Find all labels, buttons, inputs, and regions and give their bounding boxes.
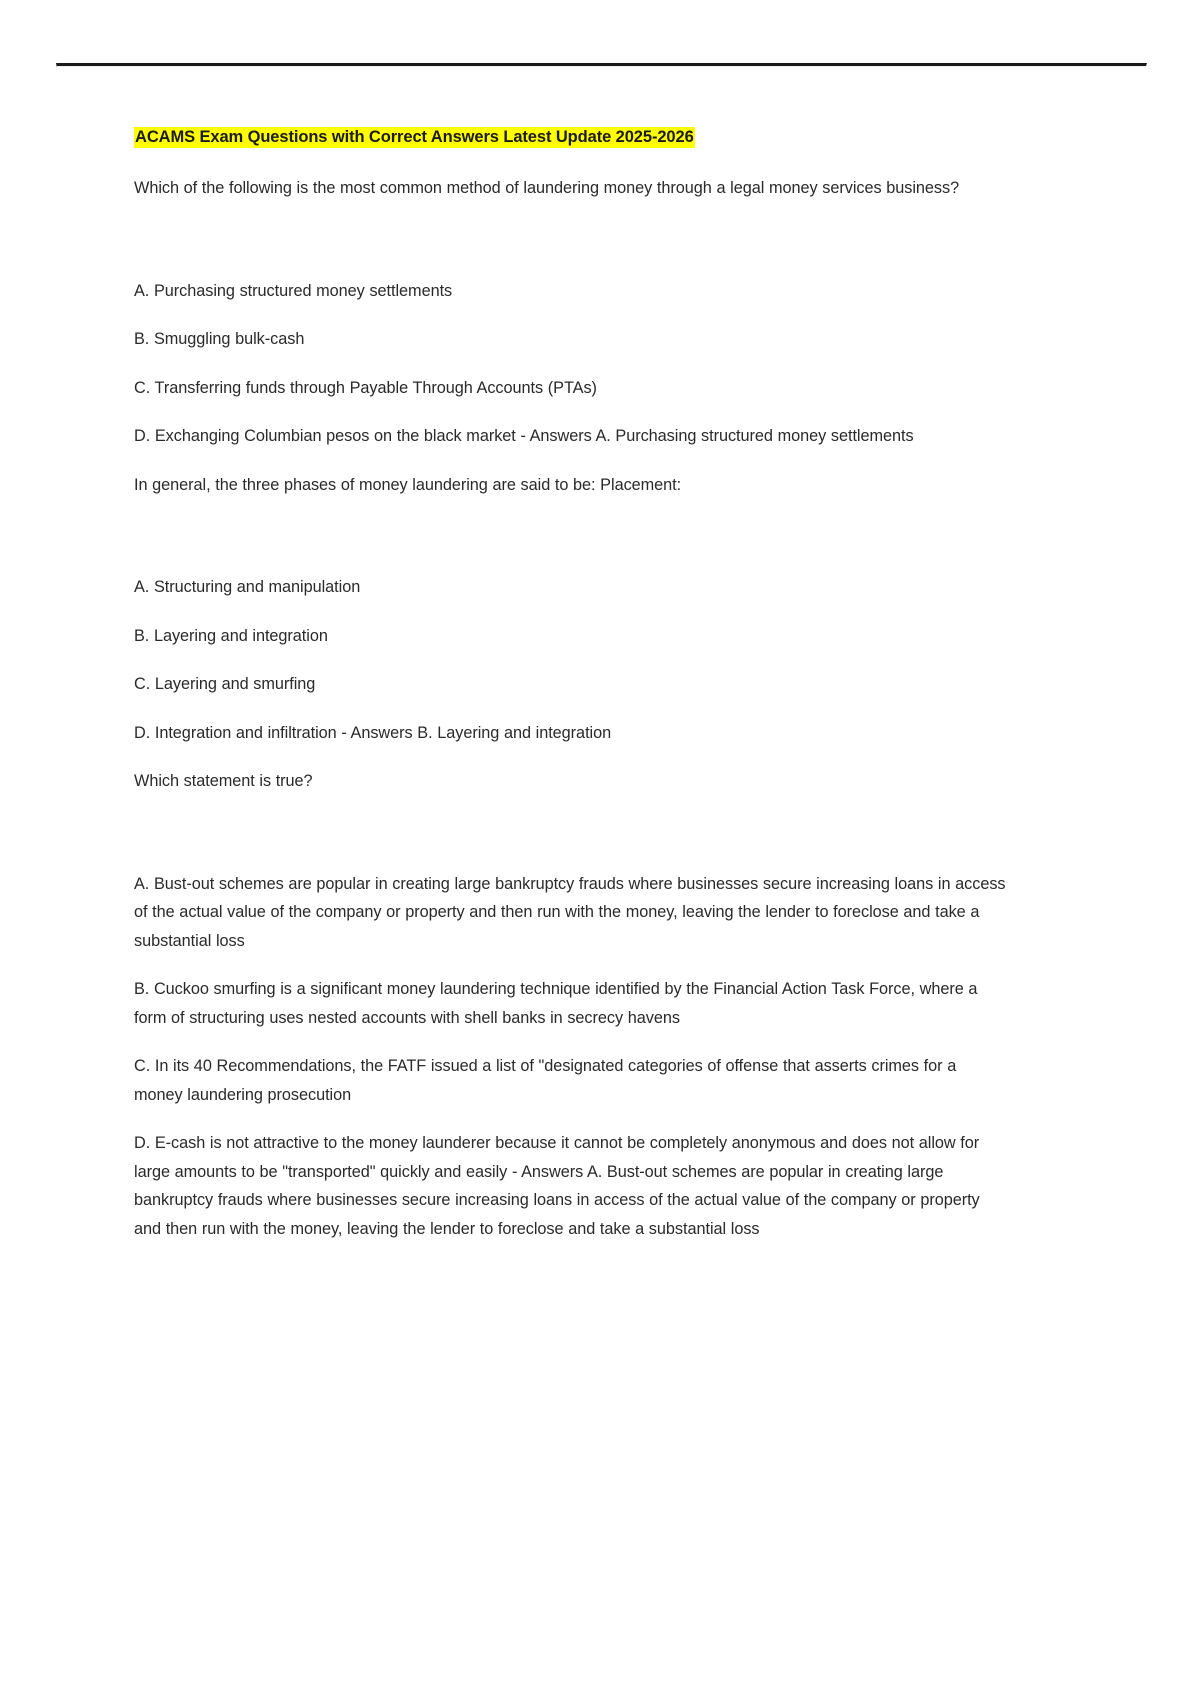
question-2-option-d: D. Integration and infiltration - Answers B. Layering and integration (134, 723, 612, 742)
question-3-stem: Which statement is true? (134, 772, 313, 791)
question-3-option-b: B. Cuckoo smurfing is a significant money laundering technique identified by the Financial Action Task Force, where a form of structuring uses nested accounts with shell banks in secrecy havens (134, 980, 978, 1027)
page-title (134, 126, 1006, 148)
page-top-rule (56, 63, 1147, 67)
question-1-option-b: B. Smuggling bulk-cash (134, 330, 305, 349)
document-body (134, 126, 1006, 1263)
question-2-option-b: B. Layering and integration (134, 626, 328, 645)
spacer (134, 816, 1006, 870)
question-2-stem: In general, the three phases of money laundering are said to be: Placement: (134, 475, 682, 494)
question-1-option-d: D. Exchanging Columbian pesos on the black market - Answers A. Purchasing structured money settlements (134, 427, 914, 446)
question-3-option-c: C. In its 40 Recommendations, the FATF issued a list of "designated categories of offense that asserts crimes for a money laundering prosecution (134, 1057, 957, 1104)
title-highlight: ACAMS Exam Questions with Correct Answers Latest Update 2025-2026 (135, 128, 694, 146)
question-1-option-c: C. Transferring funds through Payable Through Accounts (PTAs) (134, 378, 597, 397)
question-1-option-a: A. Purchasing structured money settlements (134, 281, 453, 300)
question-2-option-c: C. Layering and smurfing (134, 675, 316, 694)
question-2-option-a: A. Structuring and manipulation (134, 578, 361, 597)
spacer (134, 223, 1006, 277)
question-3-option-d: D. E-cash is not attractive to the money launderer because it cannot be completely anonymous and does not allow for large amounts to be "transported" quickly and easily - Answers A. Bust-out schemes are popular in creating large bankruptcy frauds where businesses secure increasing loans in access of the actual value of the company or property and then run with the money, leaving the lender to foreclose and take a substantial loss (134, 1134, 980, 1238)
question-1-stem: Which of the following is the most common method of laundering money through a legal money services business? (134, 179, 960, 198)
question-3-option-a: A. Bust-out schemes are popular in creating large bankruptcy frauds where businesses secure increasing loans in access of the actual value of the company or property and then run with the money, leaving the lender to foreclose and take a substantial loss (134, 874, 1006, 950)
spacer (134, 519, 1006, 573)
